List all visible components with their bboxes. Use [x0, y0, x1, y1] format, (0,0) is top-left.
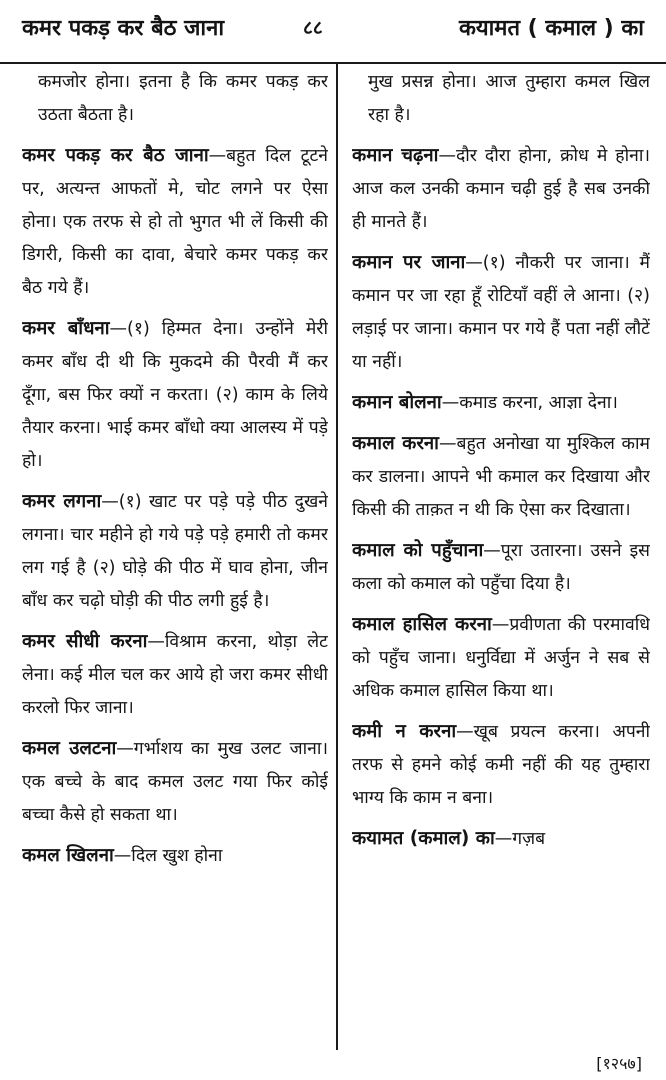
- dictionary-entry: [352, 534, 650, 601]
- dictionary-entry: [22, 732, 328, 832]
- entry-text: —विश्राम करना, थोड़ा लेट लेना। कई मील चल कर आये हो जरा कमर सीधी करलो फिर जाना।: [22, 632, 328, 718]
- entry-text: —खूब प्रयत्न करना। अपनी तरफ से हमने कोई कमी नहीं की यह तुम्हारा भाग्य कि काम न बना।: [352, 722, 650, 808]
- left-column: [22, 66, 328, 880]
- right-column: [352, 66, 650, 863]
- header-left-title: कमर पकड़ कर बैठ जाना: [22, 16, 225, 41]
- entry-term: कमान पर जाना: [352, 252, 466, 273]
- entry-text: —दौर दौरा होना, क्रोध मे होना। आज कल उनकी कमान चढ़ी हुई है सब उनकी ही मानते हैं।: [352, 146, 650, 232]
- entry-term: कमी न करना: [352, 721, 457, 742]
- entry-text: —(१) हिम्मत देना। उन्होंने मेरी कमर बाँध दी थी कि मुकदमे की पैरवी मैं कर दूँगा, बस फिर क्यों न करता। (२) काम के लिये तैयार करना। भाई कमर बाँधो क्या आलस्य में पड़े हो।: [22, 319, 328, 471]
- dictionary-entry: [352, 715, 650, 815]
- entry-term: कमान चढ़ना: [352, 145, 439, 166]
- dictionary-entry: [352, 386, 650, 420]
- entry-text: —पूरा उतारना। उसने इस कला को कमाल को पहुँचा दिया है।: [352, 541, 650, 594]
- dictionary-entry: [352, 822, 650, 856]
- entry-term: कमल खिलना: [22, 845, 114, 866]
- page-number: ८८: [303, 17, 323, 39]
- dictionary-entry: [22, 312, 328, 478]
- entry-text: मुख प्रसन्न होना। आज तुम्हारा कमल खिल रहा है।: [368, 72, 650, 125]
- dictionary-entry: [352, 139, 650, 239]
- entry-term: कमर पकड़ कर बैठ जाना: [22, 145, 209, 166]
- entry-term: कमाल करना: [352, 433, 439, 454]
- entry-text: —(१) खाट पर पड़े पड़े पीठ दुखने लगना। चार महीने हो गये पड़े पड़े हमारी तो कमर लग गई है (२) घोड़े की पीठ में घाव होना, जीन बाँध कर चढ़ो घोड़ी की पीठ लगी हुई है।: [22, 492, 328, 611]
- entry-term: कयामत (कमाल) का: [352, 828, 495, 849]
- entry-text: —गज़ब: [494, 829, 546, 849]
- entry-text: —बहुत दिल टूटने पर, अत्यन्त आफतों मे, चोट लगने पर ऐसा होना। एक तरफ से हो तो भुगत भी लें किसी की डिगरी, किसी का दावा, बेचारे कमर पकड़ कर बैठ गये हैं।: [22, 146, 328, 298]
- header-right-title: कयामत ( कमाल ) का: [458, 16, 644, 41]
- entry-term: कमाल को पहुँचाना: [352, 540, 484, 561]
- entry-term: कमाल हासिल करना: [352, 614, 492, 635]
- dictionary-entry: [352, 427, 650, 527]
- dictionary-entry: [22, 839, 328, 873]
- entry-term: कमल उलटना: [22, 738, 117, 759]
- dictionary-entry: [22, 625, 328, 725]
- entry-term: कमर बाँधना: [22, 318, 110, 339]
- entry-text: —प्रवीणता की परमावधि को पहुँच जाना। धनुर्विद्या में अर्जुन ने सब से अधिक कमाल हासिल किया था।: [352, 615, 650, 701]
- entry-text: कमजोर होना। इतना है कि कमर पकड़ कर उठता बैठता है।: [38, 72, 328, 125]
- entry-term: कमर लगना: [22, 491, 102, 512]
- entry-term: कमान बोलना: [352, 392, 442, 413]
- dictionary-entry: [22, 139, 328, 305]
- entry-text: —बहुत अनोखा या मुश्किल काम कर डालना। आपने भी कमाल कर दिखाया और किसी की ताक़त न थी कि ऐसा कर दिखाता।: [352, 434, 650, 520]
- footer-code: [१२५७]: [596, 1054, 642, 1073]
- entry-continuation: [352, 66, 650, 132]
- entry-text: —कमाड करना, आज्ञा देना।: [441, 393, 618, 413]
- entry-text: —दिल खुश होना: [113, 846, 223, 866]
- column-divider: [336, 62, 338, 1050]
- dictionary-entry: [22, 485, 328, 618]
- entry-text: —गर्भाशय का मुख उलट जाना। एक बच्चे के बाद कमल उलट गया फिर कोई बच्चा कैसे हो सकता था।: [22, 739, 328, 825]
- dictionary-entry: [352, 246, 650, 379]
- running-header: [0, 0, 666, 64]
- entry-text: —(१) नौकरी पर जाना। मैं कमान पर जा रहा हूँ रोटियाँ वहीं ले आना। (२) लड़ाई पर जाना। कमान पर गये हैं पता नहीं लौटें या नहीं।: [352, 253, 650, 372]
- dictionary-entry: [352, 608, 650, 708]
- entry-continuation: [22, 66, 328, 132]
- entry-term: कमर सीधी करना: [22, 631, 148, 652]
